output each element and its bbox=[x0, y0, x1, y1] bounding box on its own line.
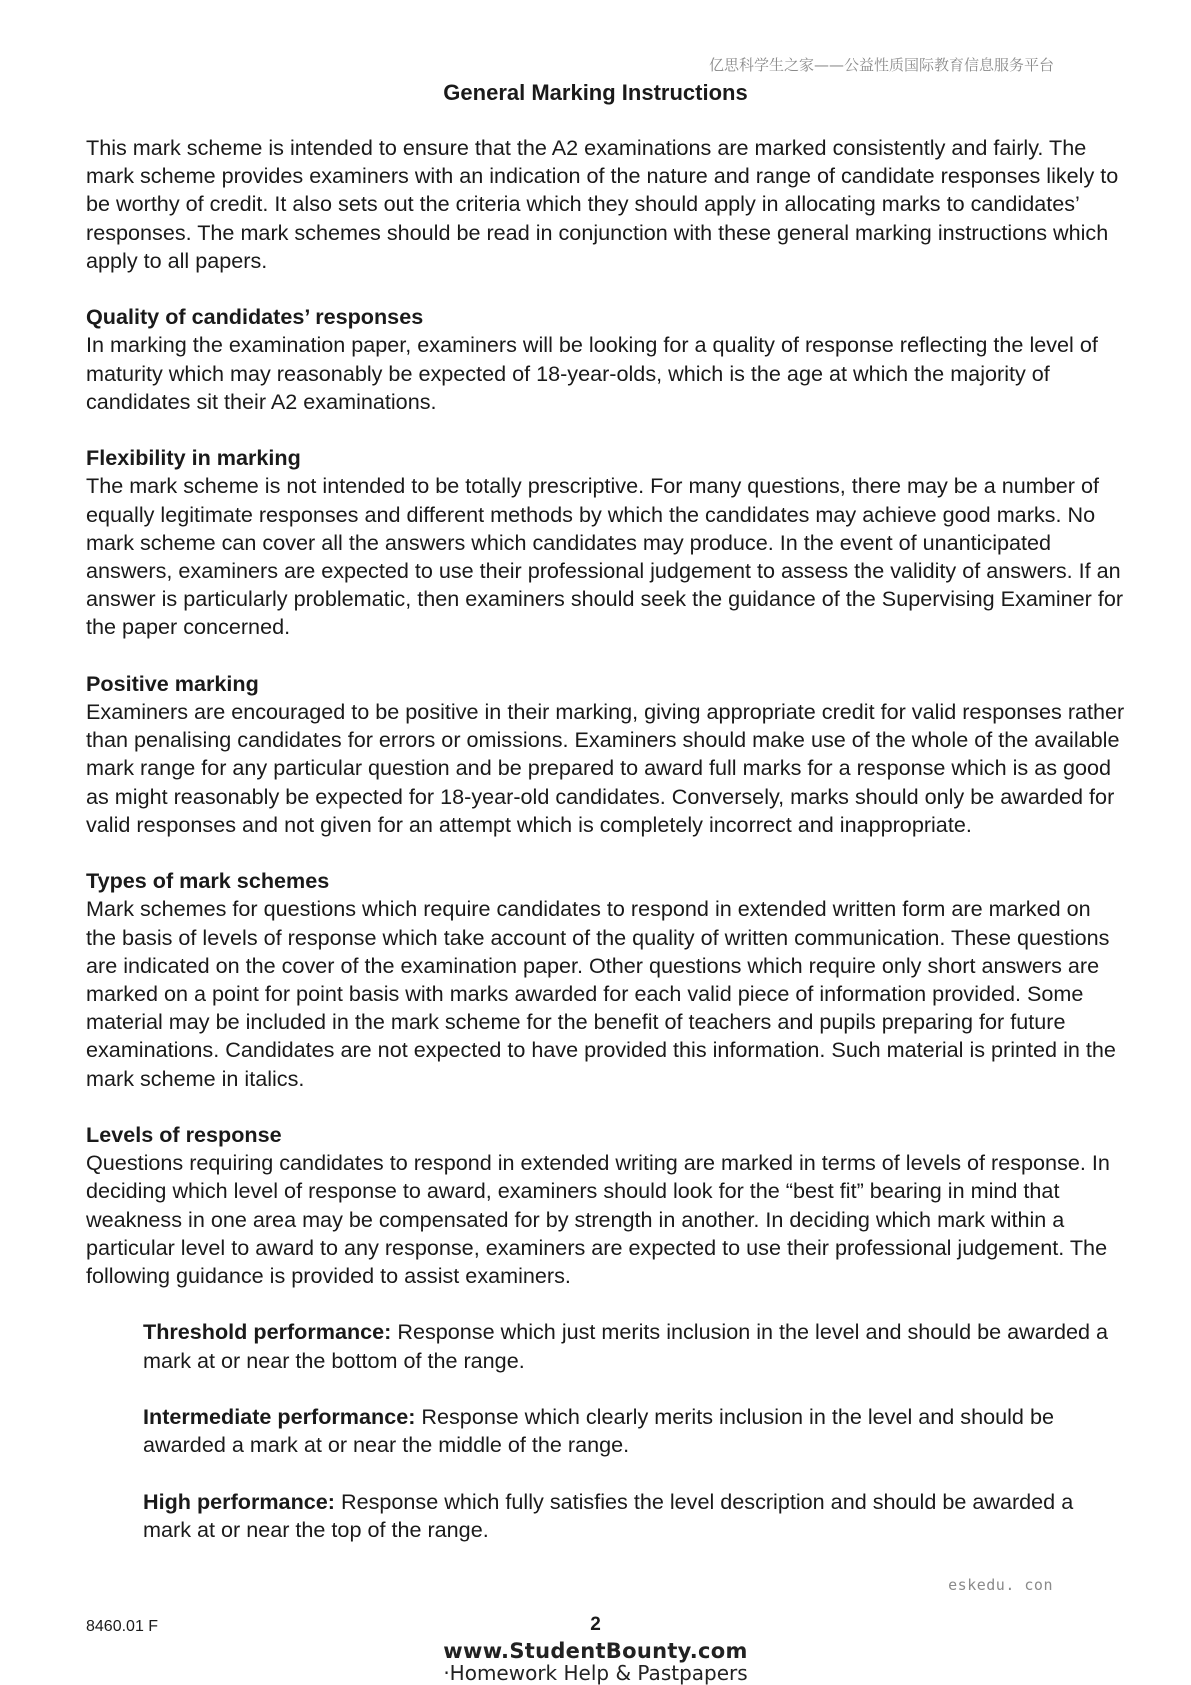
performance-label: Threshold performance: bbox=[143, 1319, 392, 1345]
page-number: 2 bbox=[590, 1614, 601, 1635]
intro-paragraph: This mark scheme is intended to ensure that the A2 examinations are marked consistently and fairly. The mark scheme provides examiners with an indication of the nature and range of candidate responses likely to be worthy of credit. It also sets out the criteria which they should apply in allocating marks to candidates’ responses. The mark schemes should be read in conjunction with these general marking instructions which apply to all papers. bbox=[86, 135, 1119, 273]
logo-url-text: www.StudentBounty.com bbox=[443, 1639, 748, 1663]
document-body bbox=[86, 134, 1126, 1544]
performance-level-high bbox=[143, 1488, 1126, 1544]
section-body: Questions requiring candidates to respond in extended writing are marked in terms of levels of response. In deciding which level of response to award, examiners should look for the “best fit” bearing in mind that weakness in one area may be compensated for by strength in another. In deciding which mark within a particular level to award to any response, examiners are expected to use their professional judgement. The following guidance is provided to assist examiners. bbox=[86, 1150, 1110, 1289]
performance-label: High performance: bbox=[143, 1488, 335, 1514]
section-quality bbox=[86, 303, 1126, 416]
section-positive-marking bbox=[86, 670, 1126, 839]
logo-tagline-text: ·Homework Help & Pastpapers bbox=[443, 1661, 748, 1685]
performance-text: Response which clearly merits inclusion in the level and should be awarded a mark at or near the middle of the range. bbox=[143, 1404, 1054, 1458]
section-body: The mark scheme is not intended to be totally prescriptive. For many questions, there may be a number of equally legitimate responses and different methods by which the candidates may achieve good marks. No mark scheme can cover all the answers which candidates may produce. In the event of unanticipated answers, examiners are expected to use their professional judgement to assess the validity of answers. If an answer is particularly problematic, then examiners should seek the guidance of the Supervising Examiner for the paper concerned. bbox=[86, 473, 1124, 640]
section-heading: Levels of response bbox=[86, 1122, 282, 1148]
performance-label: Intermediate performance: bbox=[143, 1404, 416, 1430]
footer-watermark: eskedu. con bbox=[948, 1576, 1053, 1594]
section-heading: Types of mark schemes bbox=[86, 868, 330, 894]
section-body: In marking the examination paper, examiners will be looking for a quality of response reflecting the level of maturity which may reasonably be expected of 18-year-olds, which is the age at which the majority of candidates sit their A2 examinations. bbox=[86, 332, 1098, 414]
performance-text: Response which just merits inclusion in the level and should be awarded a mark at or near the bottom of the range. bbox=[143, 1319, 1108, 1373]
performance-levels-list bbox=[86, 1318, 1126, 1544]
section-heading: Flexibility in marking bbox=[86, 445, 301, 471]
header-watermark: 亿思科学生之家——公益性质国际教育信息服务平台 bbox=[708, 56, 1054, 74]
section-types-of-mark-schemes bbox=[86, 867, 1126, 1093]
page-title: General Marking Instructions bbox=[443, 80, 748, 105]
section-heading: Positive marking bbox=[86, 670, 259, 696]
section-body: Mark schemes for questions which require candidates to respond in extended written form are marked on the basis of levels of response which take account of the quality of written communication. These questions are indicated on the cover of the examination paper. Other questions which require only short answers are marked on a point for point basis with marks awarded for each valid piece of information provided. Some material may be included in the mark scheme for the benefit of teachers and pupils preparing for future examinations. Candidates are not expected to have provided this information. Such material is printed in the mark scheme in italics. bbox=[86, 896, 1116, 1091]
studentbounty-logo bbox=[0, 1640, 1191, 1684]
performance-level-threshold bbox=[143, 1318, 1126, 1374]
performance-text: Response which fully satisfies the level description and should be awarded a mark at or near the top of the range. bbox=[143, 1488, 1074, 1542]
section-heading: Quality of candidates’ responses bbox=[86, 304, 424, 330]
section-body: Examiners are encouraged to be positive in their marking, giving appropriate credit for valid responses rather than penalising candidates for errors or omissions. Examiners should make use of the whole of the available mark range for any particular question and be prepared to award full marks for a response which is as good as might reasonably be expected for 18-year-old candidates. Conversely, marks should only be awarded for valid responses and not given for an attempt which is completely incorrect and inappropriate. bbox=[86, 699, 1125, 837]
performance-level-intermediate bbox=[143, 1403, 1126, 1459]
paper-code: 8460.01 F bbox=[86, 1618, 159, 1635]
section-flexibility bbox=[86, 444, 1126, 641]
section-levels-of-response bbox=[86, 1121, 1126, 1290]
